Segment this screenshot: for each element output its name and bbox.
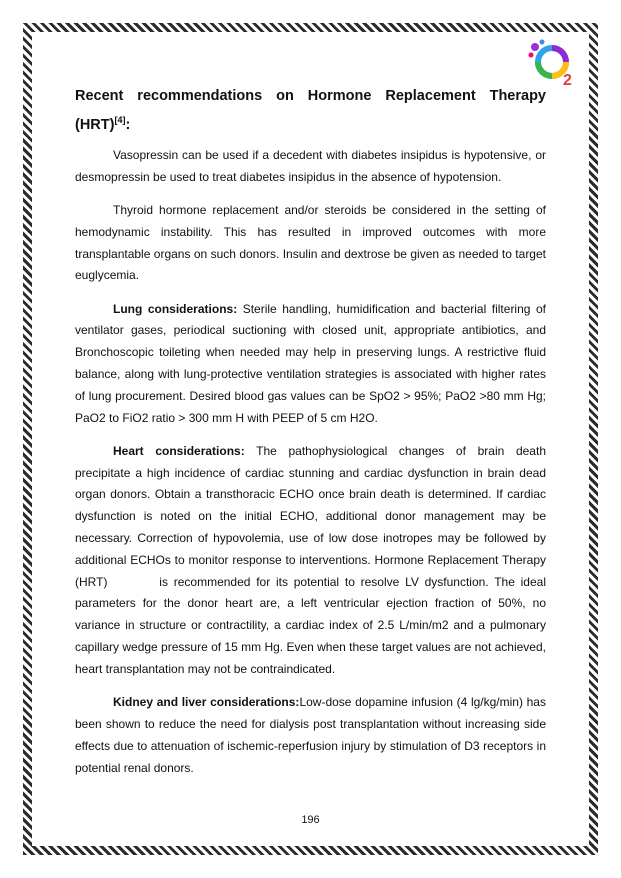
paragraph-lead: Heart considerations: bbox=[113, 443, 245, 458]
paragraph-text: Thyroid hormone replacement and/or steroids be considered in the setting of hemodynamic instability. This has resulted in improved outcomes with more transplantable organs on such donors. Insulin and dextrose be given as needed to target euglycemia. bbox=[75, 202, 546, 283]
heading-line-1: Recent recommendations on Hormone Replacement Therapy bbox=[75, 88, 546, 104]
heading-abbreviation: (HRT) bbox=[75, 116, 115, 133]
paragraph-heart bbox=[75, 441, 546, 681]
o2-logo bbox=[526, 38, 578, 90]
paragraph-thyroid bbox=[75, 200, 546, 287]
paragraph-text: Sterile handling, humidification and bacterial filtering of ventilator gases, periodical suctioning with closed unit, appropriate antibiotics, and Bronchoscopic toileting when needed may help in preserving lungs. A restrictive fluid balance, along with lung-protective ventilation strategies is associated with higher rates of lung procurement. Desired blood gas values can be SpO2 > 95%; PaO2 >80 mm Hg; PaO2 to FiO2 ratio > 300 mm H with PEEP of 5 cm H2O. bbox=[75, 301, 546, 425]
paragraph-lead: Lung considerations: bbox=[113, 301, 238, 316]
paragraph-text: Vasopressin can be used if a decedent with diabetes insipidus is hypotensive, or desmopressin be used to treat diabetes insipidus in the absence of hypotension. bbox=[75, 147, 546, 184]
page-number: 196 bbox=[301, 814, 320, 826]
paragraph-lead: Kidney and liver considerations: bbox=[113, 695, 300, 710]
section-heading bbox=[75, 84, 546, 137]
paragraph-vasopressin bbox=[75, 145, 546, 189]
paragraph-text: Low-dose dopamine infusion (4 lg/kg/min) has been shown to reduce the need for dialysis post transplantation without increasing side effects due to attenuation of ischemic-reperfusion injury by stimulation of D3 receptors in potential renal donors. bbox=[75, 695, 546, 775]
paragraph-lung bbox=[75, 299, 546, 430]
heading-line-2 bbox=[75, 108, 546, 137]
reference-marker: [4] bbox=[114, 115, 126, 125]
svg-text:2: 2 bbox=[563, 72, 572, 89]
heading-suffix: : bbox=[125, 116, 131, 133]
paragraph-text: The pathophysiological changes of brain death precipitate a high incidence of cardiac stunning and cardiac dysfunction in brain dead organ donors. Obtain a transthoracic ECHO once brain death is determined. If cardiac dysfunction is noted on the initial ECHO, additional donor management may be necessary. Correction of hypovolemia, use of low dose inotropes may be followed by additional ECHOs to monitor response to interventions. Hormone Replacement Therapy (HRT) is recommended for its potential to resolve LV dysfunction. The ideal parameters for the donor heart are, a left ventricular ejection fraction of 50%, no variance in structure or contractility, a cardiac index of 2.5 L/min/m2 and a pulmonary capillary wedge pressure of 15 mm Hg. Even when these target values are not achieved, heart transplantation may not be contraindicated. bbox=[75, 443, 546, 676]
document-body bbox=[75, 84, 546, 791]
paragraph-kidney-liver bbox=[75, 692, 546, 779]
